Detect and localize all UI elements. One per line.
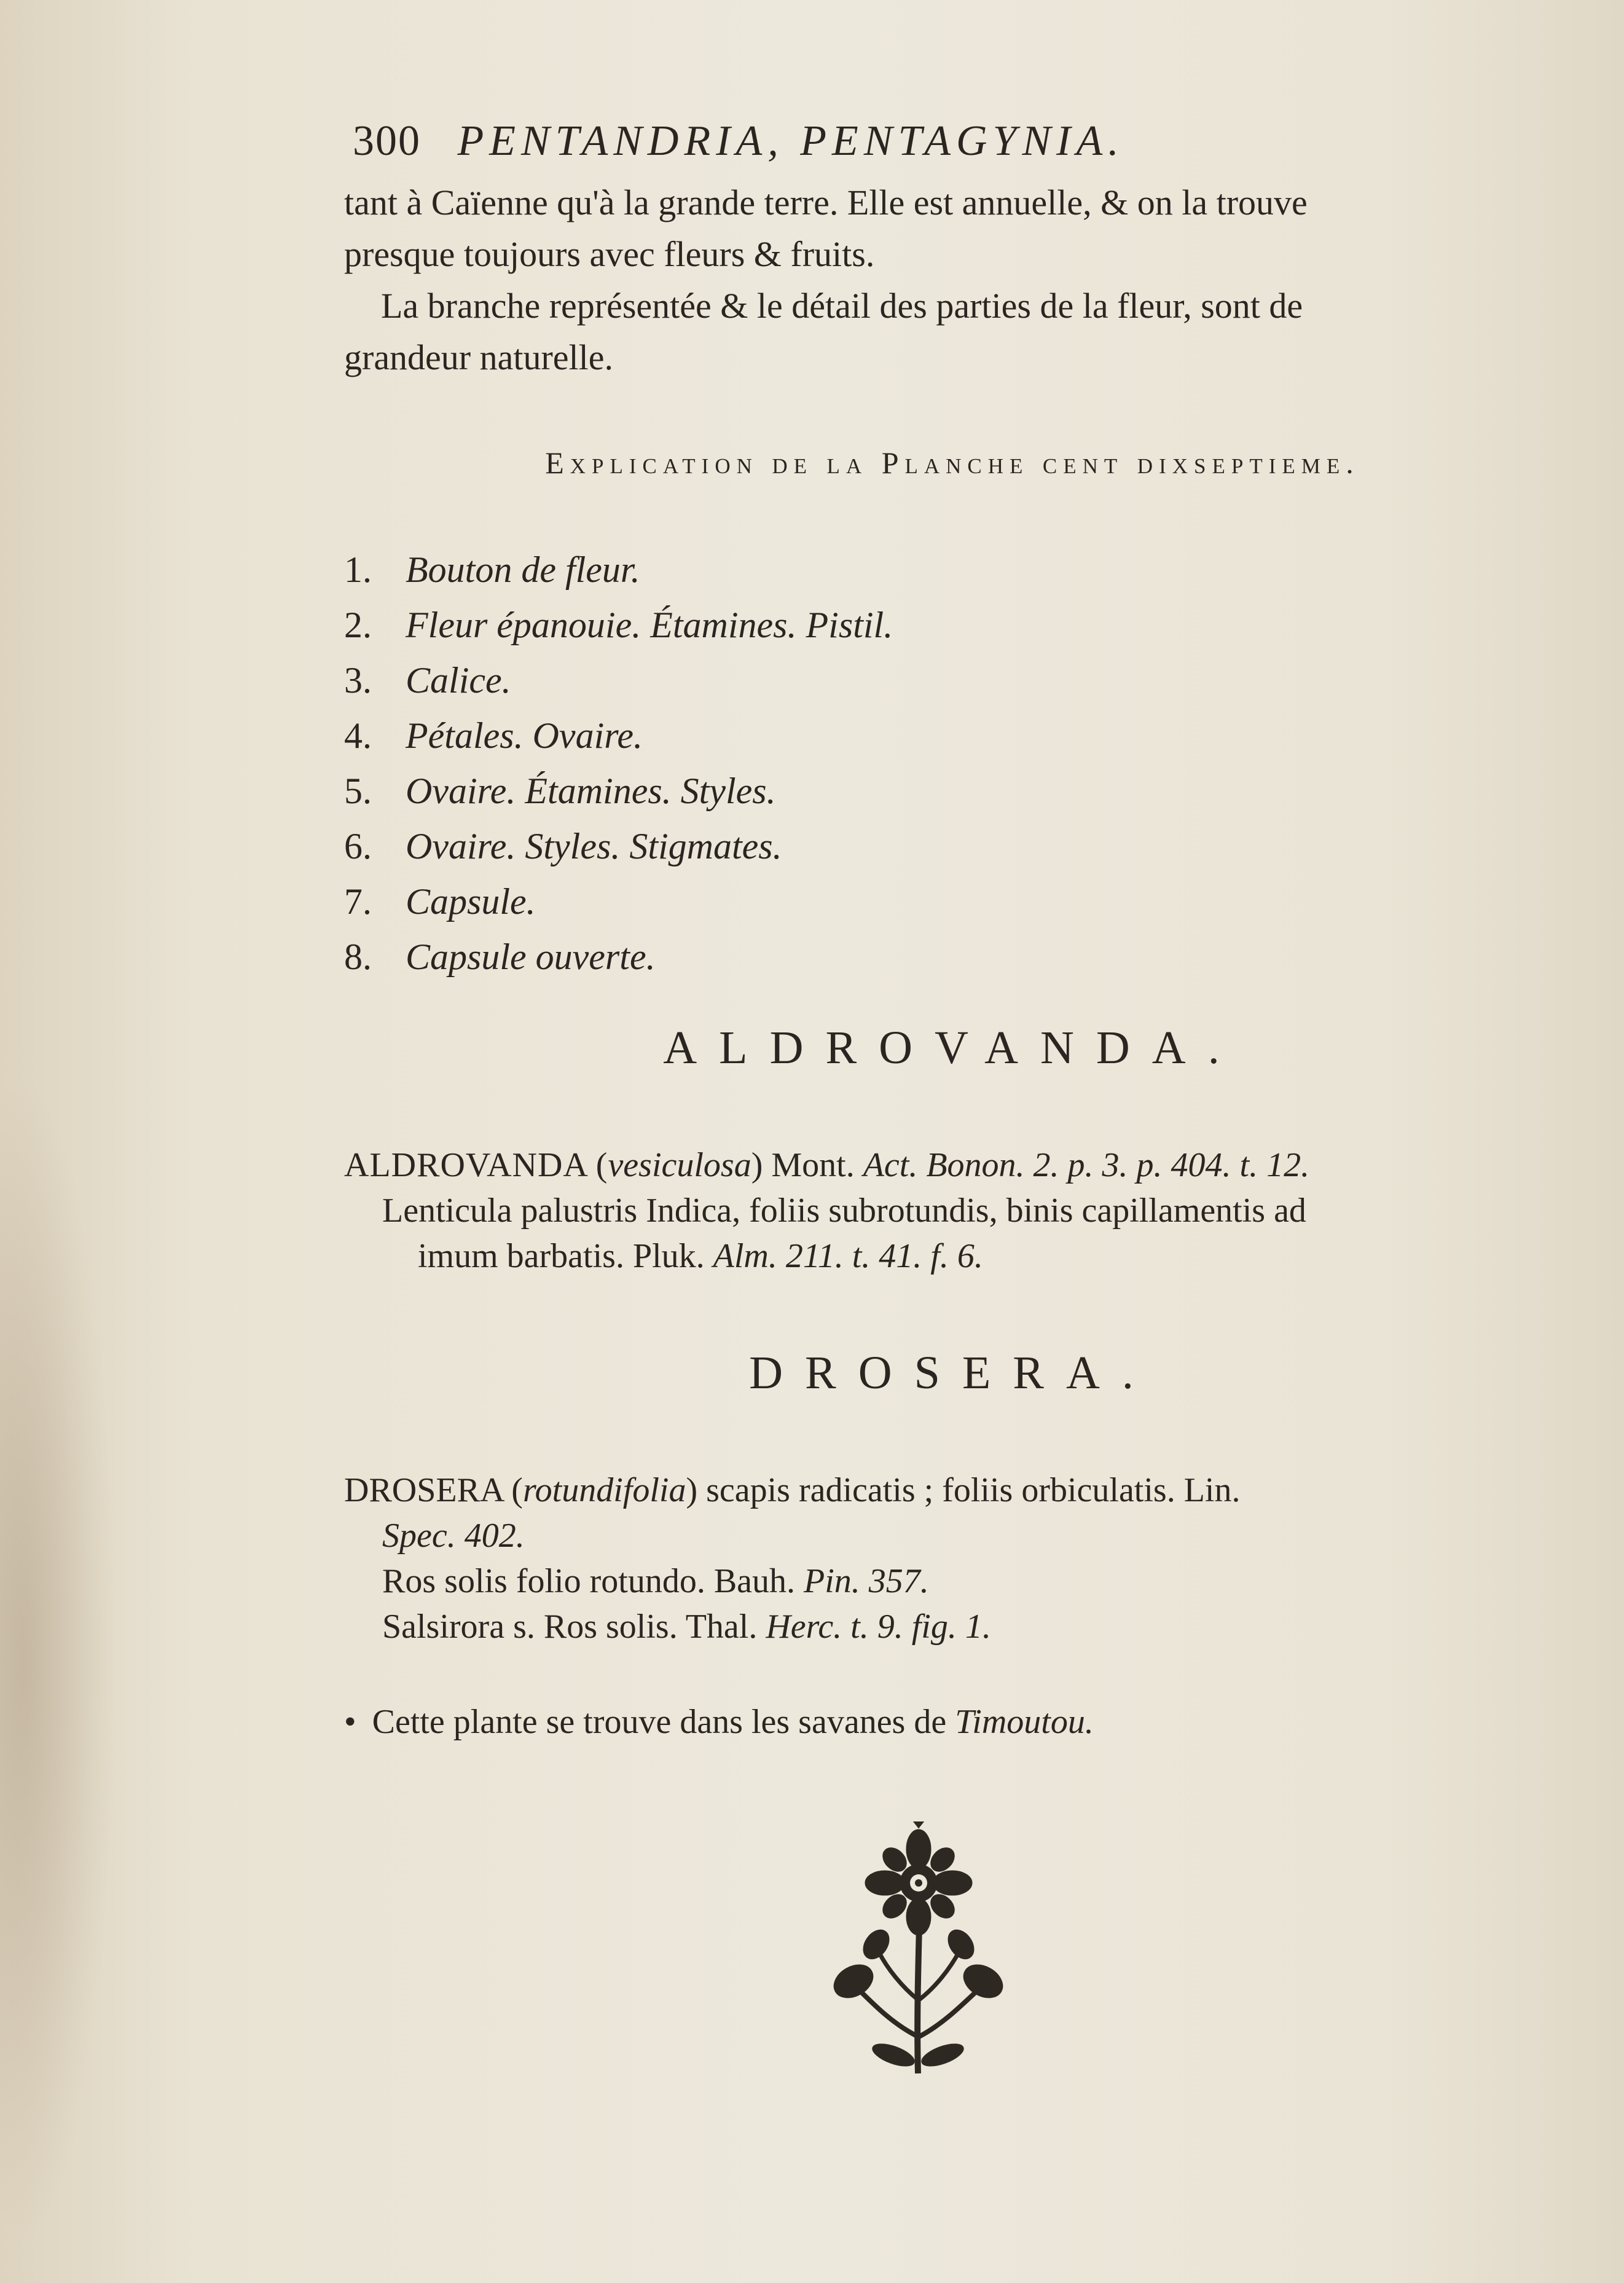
plate-item [344, 763, 1561, 819]
plate-item-number: 2. [344, 605, 372, 645]
aldrovanda-ref-author: ) Mont. [751, 1146, 863, 1184]
habitat-note [344, 1699, 1561, 1745]
plate-item-text: Pétales. Ovaire. [406, 715, 643, 756]
plate-item-number: 5. [344, 771, 372, 811]
plate-item [344, 929, 1561, 984]
aldrovanda-epithet: vesiculosa [608, 1146, 751, 1184]
drosera-species-ref: Spec. 402. [382, 1517, 525, 1555]
plate-item [344, 874, 1561, 929]
plate-item-number: 1. [344, 549, 372, 590]
drosera-ref-line-2 [344, 1513, 1561, 1558]
drosera-epithet: rotundifolia [522, 1471, 686, 1509]
plate-item-text: Capsule. [406, 881, 536, 922]
aldrovanda-citation: Act. Bonon. 2. p. 3. p. 404. t. 12. [863, 1146, 1310, 1184]
aldrovanda-ref-lead: ALDROVANDA ( [344, 1146, 608, 1184]
plate-item [344, 708, 1561, 763]
plate-item [344, 542, 1561, 597]
aldrovanda-ref-line-3-text: imum barbatis. Pluk. [418, 1237, 713, 1275]
drosera-ref-line-4 [344, 1604, 1561, 1649]
drosera-heading: DROSERA. [749, 1347, 1156, 1399]
note-place: Timoutou. [955, 1703, 1094, 1741]
plate-item-number: 4. [344, 715, 372, 756]
aldrovanda-ref-line-2: Lenticula palustris Indica, foliis subrotundis, binis capillamentis ad [382, 1192, 1306, 1230]
drosera-ref-line-3 [344, 1558, 1561, 1604]
drosera-ref-rest: ) scapis radicatis ; foliis orbiculatis. Lin. [686, 1471, 1241, 1509]
drosera-ref-line-4-text: Salsirora s. Ros solis. Thal. [382, 1608, 766, 1646]
aldrovanda-heading: ALDROVANDA. [663, 1022, 1242, 1074]
note-text: Cette plante se trouve dans les savanes de [372, 1703, 955, 1741]
drosera-ref-lead: DROSERA ( [344, 1471, 523, 1509]
plate-item [344, 653, 1561, 708]
plate-item [344, 819, 1561, 874]
plate-list [344, 542, 1561, 984]
plate-item-text: Capsule ouverte. [406, 937, 656, 977]
plate-item-number: 7. [344, 881, 372, 922]
intro-line-2: presque toujours avec fleurs & fruits. [344, 234, 875, 274]
plate-item-text: Ovaire. Styles. Stigmates. [406, 826, 782, 866]
intro-line-3: La branche représentée & le détail des parties de la fleur, sont de [381, 286, 1303, 326]
aldrovanda-ref-line-3-cite: Alm. 211. t. 41. f. 6. [713, 1237, 983, 1275]
text-block [344, 117, 1561, 1745]
plate-item-number: 8. [344, 937, 372, 977]
paper-stain [0, 1075, 117, 2243]
intro-line-1: tant à Caïenne qu'à la grande terre. Elle est annuelle, & on la trouve [344, 183, 1308, 222]
running-title: PENTANDRIA, PENTAGYNIA. [457, 117, 1124, 165]
plate-item-text: Bouton de fleur. [406, 549, 640, 590]
plate-item-number: 3. [344, 660, 372, 701]
plate-item-text: Ovaire. Étamines. Styles. [406, 771, 776, 811]
plate-item-text: Calice. [406, 660, 511, 701]
aldrovanda-ref-line-1 [344, 1142, 1561, 1188]
running-head [353, 117, 1561, 166]
drosera-ref-line-3-text: Ros solis folio rotundo. Bauh. [382, 1562, 804, 1600]
plate-item-number: 6. [344, 826, 372, 866]
note-bullet: • [344, 1703, 356, 1741]
plate-heading: Explication de la Planche cent dixseptieme. [545, 446, 1360, 480]
flower-ornament-icon [820, 1821, 1016, 2080]
drosera-ref-line-3-cite: Pin. 357. [804, 1562, 929, 1600]
aldrovanda-ref-line-3 [344, 1233, 1561, 1279]
plate-item-text: Fleur épanouie. Étamines. Pistil. [406, 605, 893, 645]
drosera-ref-line-1 [344, 1468, 1561, 1513]
drosera-ref-line-4-cite: Herc. t. 9. fig. 1. [766, 1608, 991, 1646]
page-number: 300 [353, 117, 421, 165]
plate-item [344, 597, 1561, 653]
intro-line-4: grandeur naturelle. [344, 337, 614, 377]
